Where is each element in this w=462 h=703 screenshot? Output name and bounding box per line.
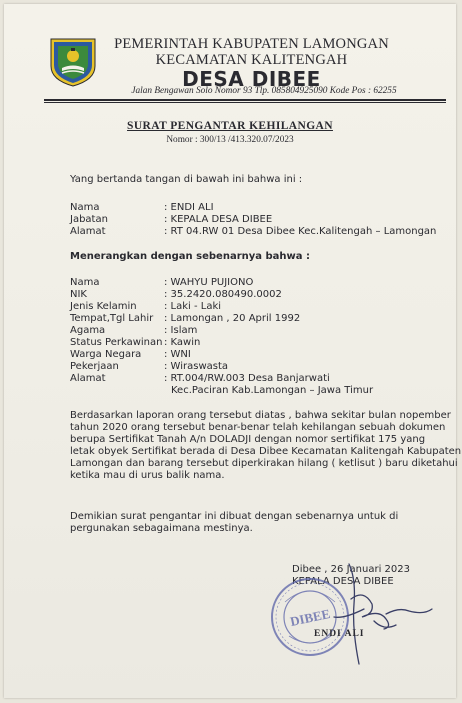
subject-label: Alamat (70, 373, 106, 384)
header-divider (44, 99, 446, 101)
body-line: ketika mau di urus balik nama. (70, 470, 225, 481)
subject-label: Status Perkawinan (70, 337, 163, 348)
subject-value: : Islam (164, 325, 198, 336)
body-line: Lamongan dan barang tersebut diperkirakan hilang ( ketlisut ) baru diketahui (70, 458, 458, 469)
signature-name: ENDI ALI (314, 629, 365, 639)
header-village-name: DESA DIBEE (182, 67, 321, 91)
body-line: berupa Sertifikat Tanah A/n DOLADJI dengan nomor sertifikat 175 yang (70, 434, 426, 445)
statement-heading: Menerangkan dengan sebenarnya bahwa : (70, 251, 310, 262)
letter-page (4, 4, 462, 698)
signer-value: : KEPALA DESA DIBEE (164, 214, 273, 225)
letter-title: SURAT PENGANTAR KEHILANGAN (127, 120, 333, 132)
subject-label: Nama (70, 277, 100, 288)
signer-label: Nama (70, 202, 100, 213)
subject-label: NIK (70, 289, 87, 300)
handwritten-signature-icon (304, 559, 434, 669)
body-line: tahun 2020 orang tersebut benar-benar telah kehilangan sebuah dokumen (70, 422, 446, 433)
subject-value: : WNI (164, 349, 191, 360)
header-government-line: PEMERINTAH KABUPATEN LAMONGAN (114, 36, 389, 52)
subject-value: : RT.004/RW.003 Desa Banjarwati (164, 373, 330, 384)
header-divider-thin (44, 102, 446, 103)
body-line: letak obyek Sertifikat berada di Desa Dibee Kecamatan Kalitengah Kabupaten (70, 446, 462, 457)
subject-address-continuation: Kec.Paciran Kab.Lamongan – Jawa Timur (171, 385, 374, 396)
subject-label: Tempat,Tgl Lahir (70, 313, 154, 324)
regency-emblem-icon (48, 36, 98, 88)
subject-label: Warga Negara (70, 349, 142, 360)
subject-label: Agama (70, 325, 106, 336)
subject-value: : WAHYU PUJIONO (164, 277, 254, 288)
subject-value: : 35.2420.080490.0002 (164, 289, 282, 300)
body-line: Berdasarkan laporan orang tersebut diatas , bahwa sekitar bulan nopember (70, 410, 451, 421)
signature-position: KEPALA DESA DIBEE (292, 576, 394, 587)
letter-number: Nomor : 300/13 /413.320.07/2023 (166, 135, 294, 145)
signature-date: Dibee , 26 Januari 2023 (292, 564, 410, 575)
signer-label: Jabatan (70, 214, 108, 225)
subject-value: : Kawin (164, 337, 201, 348)
subject-value: : Wiraswasta (164, 361, 229, 372)
intro-text: Yang bertanda tangan di bawah ini bahwa ini : (70, 174, 303, 185)
subject-label: Pekerjaan (70, 361, 119, 372)
header-district-line: KECAMATAN KALITENGAH (155, 52, 348, 68)
signer-value: : RT 04.RW 01 Desa Dibee Kec.Kalitengah – Lamongan (164, 226, 437, 237)
closing-line: Demikian surat pengantar ini dibuat dengan sebenarnya untuk di (70, 511, 399, 522)
signer-label: Alamat (70, 226, 106, 237)
subject-value: : Lamongan , 20 April 1992 (164, 313, 301, 324)
header-address: Jalan Bengawan Solo Nomor 93 Tlp. 085804925090 Kode Pos : 62255 (131, 86, 397, 96)
closing-line: pergunakan sebagaimana mestinya. (70, 523, 253, 534)
subject-label: Jenis Kelamin (70, 301, 137, 312)
subject-value: : Laki - Laki (164, 301, 222, 312)
signer-value: : ENDI ALI (164, 202, 214, 213)
stamp-text: DIBEE (288, 605, 332, 630)
